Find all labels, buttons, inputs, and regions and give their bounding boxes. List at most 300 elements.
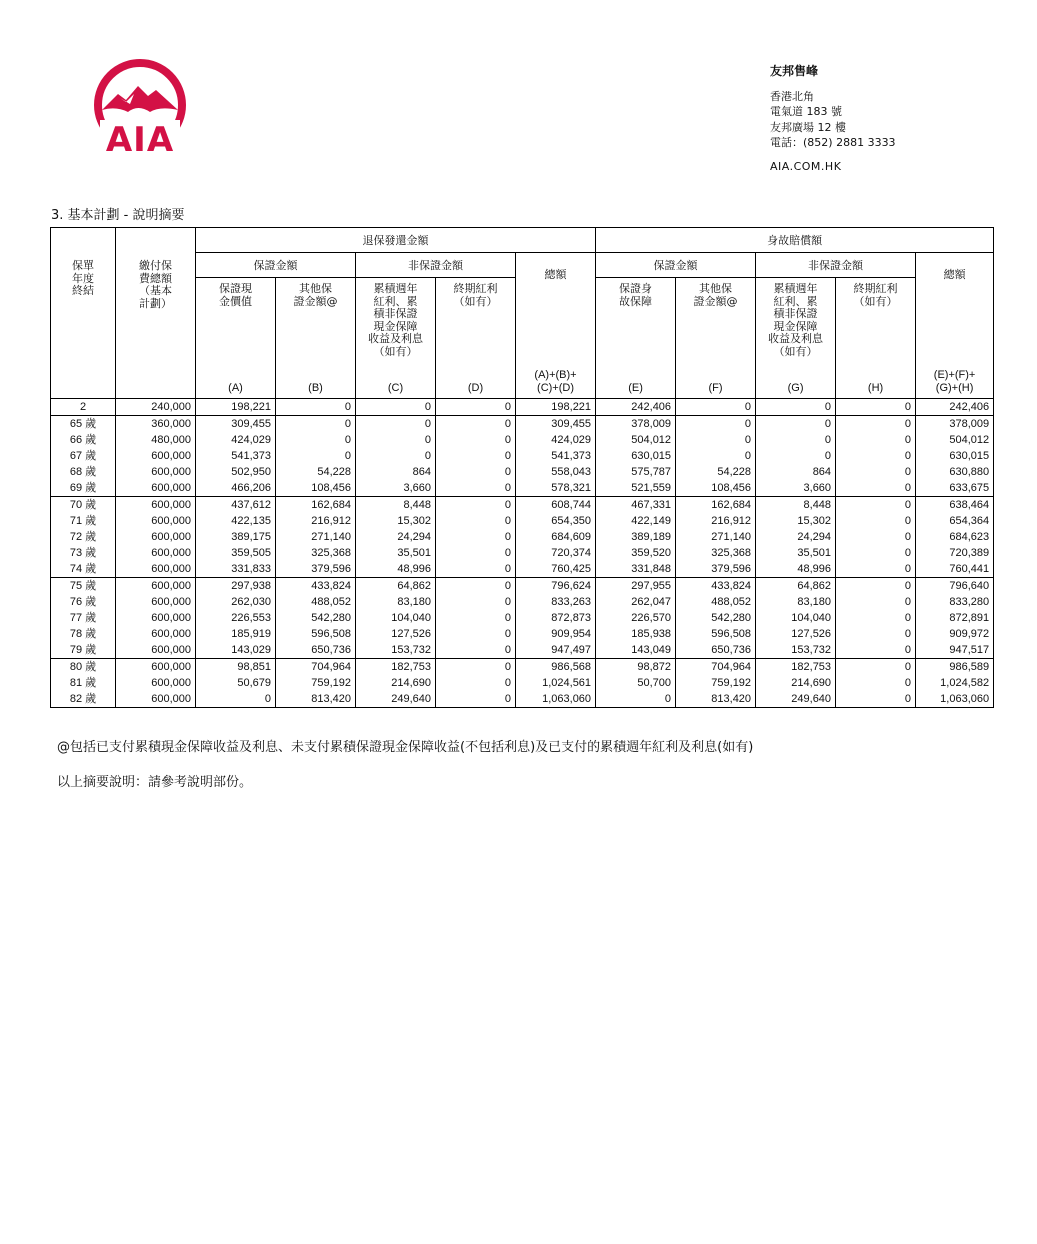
row-value-cell: 185,919 xyxy=(196,626,276,642)
row-value-cell: 596,508 xyxy=(276,626,356,642)
phone-line: 電話：(852) 2881 3333 xyxy=(770,136,896,149)
table-row xyxy=(51,691,994,708)
table-row xyxy=(51,675,994,691)
row-value-cell: 600,000 xyxy=(116,626,196,642)
table-row xyxy=(51,561,994,578)
company-name: 友邦售峰 xyxy=(770,64,819,78)
row-value-cell: 0 xyxy=(836,691,916,708)
row-value-cell: 83,180 xyxy=(756,594,836,610)
row-value-cell: 379,596 xyxy=(276,561,356,578)
row-value-cell: 488,052 xyxy=(676,594,756,610)
row-value-cell: 35,501 xyxy=(756,545,836,561)
row-value-cell: 98,872 xyxy=(596,659,676,676)
footnote: @包括已支付累積現金保障收益及利息、未支付累積保證現金保障收益(不包括利息)及已支付的累積週年紅利及利息(如有) xyxy=(57,740,754,755)
row-value-cell: 15,302 xyxy=(356,513,436,529)
table-row xyxy=(51,416,994,433)
row-value-cell: 48,996 xyxy=(756,561,836,578)
col-title: 累積週年 紅利、累 積非保證 現金保障 收益及利息 （如有） xyxy=(368,282,423,358)
row-year-cell: 70 歲 xyxy=(51,497,116,514)
row-value-cell: 600,000 xyxy=(116,545,196,561)
row-value-cell: 0 xyxy=(436,642,516,659)
row-value-cell: 909,954 xyxy=(516,626,596,642)
table-row xyxy=(51,464,994,480)
col-title: 其他保 證金額@ xyxy=(693,282,738,308)
row-value-cell: 0 xyxy=(836,480,916,497)
header-col-death-total xyxy=(916,253,994,399)
row-value-cell: 424,029 xyxy=(196,432,276,448)
row-value-cell: 0 xyxy=(756,399,836,416)
row-value-cell: 216,912 xyxy=(276,513,356,529)
row-value-cell: 684,609 xyxy=(516,529,596,545)
row-value-cell: 262,030 xyxy=(196,594,276,610)
row-value-cell: 271,140 xyxy=(676,529,756,545)
row-value-cell: 600,000 xyxy=(116,513,196,529)
row-value-cell: 143,049 xyxy=(596,642,676,659)
row-value-cell: 0 xyxy=(836,610,916,626)
header-col-b xyxy=(276,278,356,399)
row-value-cell: 378,009 xyxy=(596,416,676,433)
section-title: 3. 基本計劃 - 說明摘要 xyxy=(51,208,185,223)
row-value-cell: 466,206 xyxy=(196,480,276,497)
row-value-cell: 760,441 xyxy=(916,561,994,578)
aia-logo xyxy=(90,58,190,158)
address-line-2: 電氣道 183 號 xyxy=(770,105,842,118)
row-year-cell: 66 歲 xyxy=(51,432,116,448)
row-year-cell: 75 歲 xyxy=(51,578,116,595)
row-value-cell: 608,744 xyxy=(516,497,596,514)
table-row xyxy=(51,594,994,610)
row-value-cell: 242,406 xyxy=(916,399,994,416)
row-value-cell: 630,015 xyxy=(596,448,676,464)
row-value-cell: 600,000 xyxy=(116,675,196,691)
row-value-cell: 0 xyxy=(836,497,916,514)
row-value-cell: 108,456 xyxy=(676,480,756,497)
col-title: 總額 xyxy=(943,268,966,281)
row-value-cell: 872,891 xyxy=(916,610,994,626)
row-year-cell: 65 歲 xyxy=(51,416,116,433)
row-value-cell: 575,787 xyxy=(596,464,676,480)
row-value-cell: 0 xyxy=(276,416,356,433)
row-value-cell: 104,040 xyxy=(356,610,436,626)
row-value-cell: 864 xyxy=(356,464,436,480)
row-value-cell: 379,596 xyxy=(676,561,756,578)
benefit-illustration-table xyxy=(50,227,994,708)
row-value-cell: 796,624 xyxy=(516,578,596,595)
row-value-cell: 0 xyxy=(436,497,516,514)
row-value-cell: 0 xyxy=(436,561,516,578)
row-year-cell: 74 歲 xyxy=(51,561,116,578)
row-value-cell: 864 xyxy=(756,464,836,480)
row-value-cell: 600,000 xyxy=(116,642,196,659)
row-value-cell: 0 xyxy=(436,529,516,545)
row-value-cell: 182,753 xyxy=(756,659,836,676)
row-value-cell: 0 xyxy=(836,659,916,676)
row-value-cell: 0 xyxy=(676,399,756,416)
table-row xyxy=(51,448,994,464)
row-value-cell: 0 xyxy=(436,399,516,416)
row-value-cell: 64,862 xyxy=(756,578,836,595)
row-value-cell: 54,228 xyxy=(276,464,356,480)
address-line-1: 香港北角 xyxy=(770,89,814,103)
row-value-cell: 0 xyxy=(836,561,916,578)
header-col-a xyxy=(196,278,276,399)
row-value-cell: 650,736 xyxy=(676,642,756,659)
row-value-cell: 488,052 xyxy=(276,594,356,610)
header-col-h xyxy=(836,278,916,399)
row-value-cell: 54,228 xyxy=(676,464,756,480)
row-value-cell: 1,063,060 xyxy=(516,691,596,708)
header-surrender-guaranteed: 保證金額 xyxy=(196,253,356,278)
row-value-cell: 0 xyxy=(676,416,756,433)
row-value-cell: 226,553 xyxy=(196,610,276,626)
row-value-cell: 0 xyxy=(836,416,916,433)
row-value-cell: 162,684 xyxy=(676,497,756,514)
row-value-cell: 504,012 xyxy=(916,432,994,448)
header-surrender-group: 退保發還金額 xyxy=(196,228,596,253)
row-value-cell: 0 xyxy=(836,513,916,529)
row-value-cell: 833,263 xyxy=(516,594,596,610)
row-value-cell: 3,660 xyxy=(756,480,836,497)
row-year-cell: 68 歲 xyxy=(51,464,116,480)
row-value-cell: 325,368 xyxy=(276,545,356,561)
header-death-nonguaranteed: 非保證金額 xyxy=(756,253,916,278)
row-value-cell: 0 xyxy=(276,432,356,448)
row-value-cell: 0 xyxy=(836,399,916,416)
row-value-cell: 0 xyxy=(836,578,916,595)
row-value-cell: 216,912 xyxy=(676,513,756,529)
row-value-cell: 521,559 xyxy=(596,480,676,497)
table-row xyxy=(51,529,994,545)
row-value-cell: 0 xyxy=(836,529,916,545)
row-value-cell: 684,623 xyxy=(916,529,994,545)
header-total-premium xyxy=(116,228,196,399)
row-value-cell: 50,700 xyxy=(596,675,676,691)
row-year-cell: 78 歲 xyxy=(51,626,116,642)
header-col-surrender-total xyxy=(516,253,596,399)
col-title: 保證身 故保障 xyxy=(619,282,653,308)
table-row xyxy=(51,642,994,659)
header-death-guaranteed: 保證金額 xyxy=(596,253,756,278)
row-year-cell: 77 歲 xyxy=(51,610,116,626)
company-address-block xyxy=(770,64,896,174)
row-value-cell: 0 xyxy=(756,448,836,464)
header-col-g xyxy=(756,278,836,399)
row-value-cell: 720,389 xyxy=(916,545,994,561)
header-col-f xyxy=(676,278,756,399)
row-value-cell: 759,192 xyxy=(276,675,356,691)
row-value-cell: 600,000 xyxy=(116,448,196,464)
row-value-cell: 8,448 xyxy=(756,497,836,514)
col-title: 總額 xyxy=(544,268,567,281)
row-year-cell: 82 歲 xyxy=(51,691,116,708)
row-value-cell: 759,192 xyxy=(676,675,756,691)
row-value-cell: 198,221 xyxy=(516,399,596,416)
row-value-cell: 0 xyxy=(836,448,916,464)
row-value-cell: 50,679 xyxy=(196,675,276,691)
row-value-cell: 83,180 xyxy=(356,594,436,610)
header-surrender-nonguaranteed: 非保證金額 xyxy=(356,253,516,278)
row-value-cell: 541,373 xyxy=(516,448,596,464)
row-value-cell: 0 xyxy=(356,448,436,464)
col-title: 保證現 金價值 xyxy=(219,282,252,308)
row-value-cell: 986,589 xyxy=(916,659,994,676)
row-value-cell: 558,043 xyxy=(516,464,596,480)
row-value-cell: 3,660 xyxy=(356,480,436,497)
row-value-cell: 0 xyxy=(676,448,756,464)
row-value-cell: 185,938 xyxy=(596,626,676,642)
row-year-cell: 71 歲 xyxy=(51,513,116,529)
row-value-cell: 947,517 xyxy=(916,642,994,659)
row-value-cell: 0 xyxy=(836,594,916,610)
row-value-cell: 600,000 xyxy=(116,561,196,578)
row-value-cell: 600,000 xyxy=(116,594,196,610)
row-value-cell: 48,996 xyxy=(356,561,436,578)
header-death-benefit-group: 身故賠償額 xyxy=(596,228,994,253)
row-value-cell: 720,374 xyxy=(516,545,596,561)
row-value-cell: 704,964 xyxy=(676,659,756,676)
row-value-cell: 0 xyxy=(276,448,356,464)
row-value-cell: 0 xyxy=(436,610,516,626)
row-value-cell: 0 xyxy=(836,432,916,448)
row-value-cell: 986,568 xyxy=(516,659,596,676)
row-value-cell: 600,000 xyxy=(116,610,196,626)
row-value-cell: 0 xyxy=(436,545,516,561)
row-value-cell: 542,280 xyxy=(676,610,756,626)
col-letter: (H) xyxy=(867,381,884,394)
row-year-cell: 72 歲 xyxy=(51,529,116,545)
row-value-cell: 650,736 xyxy=(276,642,356,659)
col-letter: (C) xyxy=(387,381,404,394)
row-value-cell: 0 xyxy=(836,642,916,659)
row-year-cell: 76 歲 xyxy=(51,594,116,610)
row-value-cell: 297,955 xyxy=(596,578,676,595)
row-value-cell: 633,675 xyxy=(916,480,994,497)
row-value-cell: 0 xyxy=(356,432,436,448)
row-value-cell: 542,280 xyxy=(276,610,356,626)
row-value-cell: 0 xyxy=(836,545,916,561)
row-value-cell: 0 xyxy=(836,675,916,691)
company-website: AIA.COM.HK xyxy=(770,159,842,173)
row-value-cell: 833,280 xyxy=(916,594,994,610)
row-value-cell: 0 xyxy=(436,578,516,595)
row-value-cell: 0 xyxy=(436,659,516,676)
row-value-cell: 249,640 xyxy=(756,691,836,708)
row-value-cell: 1,063,060 xyxy=(916,691,994,708)
row-value-cell: 600,000 xyxy=(116,464,196,480)
row-value-cell: 35,501 xyxy=(356,545,436,561)
summary-note: 以上摘要說明：請參考說明部份。 xyxy=(57,775,253,790)
row-value-cell: 1,024,561 xyxy=(516,675,596,691)
row-year-cell: 67 歲 xyxy=(51,448,116,464)
row-value-cell: 596,508 xyxy=(676,626,756,642)
row-year-cell: 2 xyxy=(51,399,116,416)
row-value-cell: 638,464 xyxy=(916,497,994,514)
row-value-cell: 214,690 xyxy=(756,675,836,691)
row-year-cell: 80 歲 xyxy=(51,659,116,676)
row-value-cell: 309,455 xyxy=(516,416,596,433)
table-row xyxy=(51,480,994,497)
col-letter: (E)+(F)+ (G)+(H) xyxy=(933,369,976,394)
row-value-cell: 214,690 xyxy=(356,675,436,691)
row-value-cell: 813,420 xyxy=(676,691,756,708)
row-value-cell: 153,732 xyxy=(756,642,836,659)
col-letter: (E) xyxy=(628,381,643,394)
row-value-cell: 127,526 xyxy=(756,626,836,642)
row-value-cell: 242,406 xyxy=(596,399,676,416)
row-value-cell: 630,880 xyxy=(916,464,994,480)
row-value-cell: 271,140 xyxy=(276,529,356,545)
table-row xyxy=(51,513,994,529)
row-year-cell: 79 歲 xyxy=(51,642,116,659)
row-value-cell: 249,640 xyxy=(356,691,436,708)
table-row xyxy=(51,497,994,514)
row-value-cell: 15,302 xyxy=(756,513,836,529)
col-title: 終期紅利 （如有） xyxy=(453,282,498,308)
svg-text:AIA: AIA xyxy=(105,120,175,158)
row-value-cell: 796,640 xyxy=(916,578,994,595)
row-value-cell: 331,848 xyxy=(596,561,676,578)
row-value-cell: 433,824 xyxy=(676,578,756,595)
row-value-cell: 108,456 xyxy=(276,480,356,497)
row-value-cell: 198,221 xyxy=(196,399,276,416)
row-value-cell: 0 xyxy=(196,691,276,708)
col-title: 其他保 證金額@ xyxy=(293,282,338,308)
row-value-cell: 600,000 xyxy=(116,659,196,676)
row-value-cell: 24,294 xyxy=(356,529,436,545)
row-value-cell: 182,753 xyxy=(356,659,436,676)
row-value-cell: 0 xyxy=(436,691,516,708)
row-value-cell: 0 xyxy=(436,432,516,448)
row-value-cell: 359,520 xyxy=(596,545,676,561)
row-value-cell: 127,526 xyxy=(356,626,436,642)
row-value-cell: 578,321 xyxy=(516,480,596,497)
row-year-cell: 73 歲 xyxy=(51,545,116,561)
row-value-cell: 654,350 xyxy=(516,513,596,529)
row-value-cell: 104,040 xyxy=(756,610,836,626)
row-value-cell: 909,972 xyxy=(916,626,994,642)
row-value-cell: 331,833 xyxy=(196,561,276,578)
col-letter: (D) xyxy=(467,381,484,394)
row-value-cell: 600,000 xyxy=(116,691,196,708)
header-total-premium-text: 繳付保 費總額 （基本 計劃） xyxy=(139,259,172,310)
row-value-cell: 64,862 xyxy=(356,578,436,595)
row-value-cell: 0 xyxy=(596,691,676,708)
row-value-cell: 600,000 xyxy=(116,578,196,595)
header-col-e xyxy=(596,278,676,399)
table-row xyxy=(51,578,994,595)
row-value-cell: 422,149 xyxy=(596,513,676,529)
row-value-cell: 0 xyxy=(436,513,516,529)
row-value-cell: 433,824 xyxy=(276,578,356,595)
row-value-cell: 226,570 xyxy=(596,610,676,626)
row-value-cell: 0 xyxy=(436,480,516,497)
row-value-cell: 437,612 xyxy=(196,497,276,514)
header-policy-year xyxy=(51,228,116,399)
row-value-cell: 947,497 xyxy=(516,642,596,659)
row-value-cell: 0 xyxy=(436,464,516,480)
row-value-cell: 600,000 xyxy=(116,529,196,545)
row-value-cell: 467,331 xyxy=(596,497,676,514)
row-value-cell: 360,000 xyxy=(116,416,196,433)
row-year-cell: 69 歲 xyxy=(51,480,116,497)
table-row xyxy=(51,432,994,448)
row-value-cell: 0 xyxy=(756,432,836,448)
row-value-cell: 378,009 xyxy=(916,416,994,433)
row-value-cell: 309,455 xyxy=(196,416,276,433)
row-value-cell: 389,189 xyxy=(596,529,676,545)
row-value-cell: 0 xyxy=(676,432,756,448)
row-value-cell: 422,135 xyxy=(196,513,276,529)
row-value-cell: 480,000 xyxy=(116,432,196,448)
row-value-cell: 630,015 xyxy=(916,448,994,464)
table-row xyxy=(51,545,994,561)
row-value-cell: 0 xyxy=(276,399,356,416)
row-value-cell: 0 xyxy=(436,675,516,691)
header-col-c xyxy=(356,278,436,399)
row-value-cell: 143,029 xyxy=(196,642,276,659)
table-row xyxy=(51,399,994,416)
col-letter: (B) xyxy=(308,381,323,394)
col-letter: (G) xyxy=(787,381,804,394)
col-letter: (A) xyxy=(228,381,243,394)
row-value-cell: 504,012 xyxy=(596,432,676,448)
col-title: 終期紅利 （如有） xyxy=(853,282,898,308)
row-value-cell: 424,029 xyxy=(516,432,596,448)
row-value-cell: 0 xyxy=(836,626,916,642)
row-value-cell: 24,294 xyxy=(756,529,836,545)
row-value-cell: 0 xyxy=(436,594,516,610)
row-year-cell: 81 歲 xyxy=(51,675,116,691)
row-value-cell: 541,373 xyxy=(196,448,276,464)
table-row xyxy=(51,659,994,676)
row-value-cell: 704,964 xyxy=(276,659,356,676)
row-value-cell: 0 xyxy=(836,464,916,480)
row-value-cell: 600,000 xyxy=(116,480,196,497)
row-value-cell: 1,024,582 xyxy=(916,675,994,691)
row-value-cell: 0 xyxy=(356,399,436,416)
header-col-d xyxy=(436,278,516,399)
row-value-cell: 240,000 xyxy=(116,399,196,416)
row-value-cell: 389,175 xyxy=(196,529,276,545)
row-value-cell: 0 xyxy=(356,416,436,433)
row-value-cell: 0 xyxy=(436,416,516,433)
row-value-cell: 813,420 xyxy=(276,691,356,708)
row-value-cell: 0 xyxy=(756,416,836,433)
table-row xyxy=(51,610,994,626)
row-value-cell: 600,000 xyxy=(116,497,196,514)
row-value-cell: 162,684 xyxy=(276,497,356,514)
header-policy-year-text: 保單 年度 終結 xyxy=(72,259,94,297)
row-value-cell: 0 xyxy=(436,448,516,464)
col-title: 累積週年 紅利、累 積非保證 現金保障 收益及利息 （如有） xyxy=(768,282,824,358)
row-value-cell: 872,873 xyxy=(516,610,596,626)
row-value-cell: 8,448 xyxy=(356,497,436,514)
row-value-cell: 262,047 xyxy=(596,594,676,610)
col-letter: (A)+(B)+ (C)+(D) xyxy=(534,369,577,394)
row-value-cell: 502,950 xyxy=(196,464,276,480)
row-value-cell: 0 xyxy=(436,626,516,642)
row-value-cell: 760,425 xyxy=(516,561,596,578)
row-value-cell: 297,938 xyxy=(196,578,276,595)
row-value-cell: 153,732 xyxy=(356,642,436,659)
col-letter: (F) xyxy=(708,381,723,394)
row-value-cell: 654,364 xyxy=(916,513,994,529)
row-value-cell: 325,368 xyxy=(676,545,756,561)
row-value-cell: 98,851 xyxy=(196,659,276,676)
row-value-cell: 359,505 xyxy=(196,545,276,561)
address-line-3: 友邦廣場 12 樓 xyxy=(770,120,846,134)
table-row xyxy=(51,626,994,642)
